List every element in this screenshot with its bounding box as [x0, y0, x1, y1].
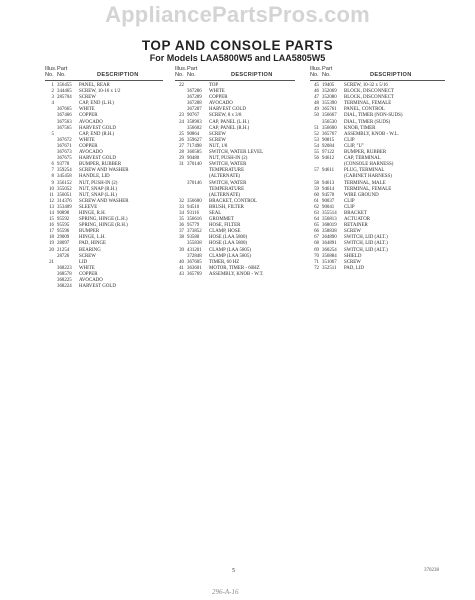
part-number: 365769	[187, 271, 202, 277]
part-description: PANEL, CONTROL	[344, 107, 385, 113]
part-description: PANEL, REAR	[79, 83, 110, 88]
part-description: HINGE, R.H.	[79, 210, 106, 216]
part-description: BEARING	[79, 247, 101, 253]
part-description: WHITE	[79, 137, 95, 143]
table-row	[45, 284, 163, 290]
part-description: SLEEVE	[79, 204, 98, 210]
illus-number: 36	[179, 223, 184, 229]
part-number: 356600	[322, 125, 337, 131]
part-description: BUMPER, RUBBER	[79, 162, 122, 168]
part-description: SCREW AND WASHER	[79, 198, 129, 204]
part-description: PAD, HINGE	[79, 241, 106, 247]
part-description: SPRING, HINGE (R.H.)	[79, 223, 128, 229]
part-description: CAP, END (L.H.)	[79, 101, 114, 107]
illus-number: 2	[51, 89, 54, 95]
part-number: 367565	[57, 125, 72, 131]
part-number: 356616	[187, 217, 202, 223]
part-number: 94611	[322, 168, 335, 174]
part-description: AVOCADO	[79, 278, 103, 283]
part-number: 360585	[187, 150, 202, 156]
part-description: SCREW	[344, 229, 361, 235]
part-description: CLIP, "U"	[344, 143, 365, 149]
part-description: CLIP	[344, 137, 355, 143]
part-number: 285704	[57, 95, 72, 101]
part-description: LID	[79, 259, 88, 265]
part-description: BLOCK, DISCONNECT	[344, 95, 394, 101]
part-number: 358903	[187, 119, 202, 125]
part-description: (CABINET HARNESS)	[344, 174, 392, 180]
part-number: 356152	[57, 180, 72, 186]
part-description: CLAMP (LAA 5805)	[209, 253, 251, 259]
illus-number: 67	[314, 235, 319, 241]
illus-number: 53	[314, 137, 319, 143]
page-subtitle: For Models LAA5800W5 and LAA5805W5	[149, 53, 326, 63]
part-number: 28097	[57, 241, 70, 247]
part-number: 431201	[187, 247, 202, 253]
illus-number: 31	[179, 162, 184, 168]
part-number: 370140	[187, 162, 202, 168]
part-description: NUT, SNAP (L.H.)	[79, 192, 117, 198]
illus-number: 68	[314, 241, 319, 247]
illus-number: 4	[51, 101, 54, 107]
illus-number: 40	[179, 259, 184, 265]
illus-number: 39	[179, 247, 184, 253]
part-description: SCREW AND WASHER	[79, 168, 129, 174]
part-number: 367671	[57, 143, 72, 149]
parts-column-3	[310, 66, 445, 272]
part-number: 367563	[57, 119, 72, 125]
illus-number: 49	[314, 107, 319, 113]
part-description: WHITE	[79, 107, 95, 113]
part-number: 93580	[187, 235, 200, 241]
part-description: RETAINER	[344, 223, 368, 229]
part-number: 94510	[187, 204, 200, 210]
part-description: SCREW, 8 x 3/8	[209, 113, 242, 119]
part-description: HOSE, FILTER	[209, 223, 241, 229]
illus-number: 8	[51, 174, 54, 180]
table-row	[310, 266, 445, 272]
part-description: TEMPERATURE	[209, 168, 245, 174]
page-number: 5	[232, 568, 235, 574]
part-description: TIMER, 60 HZ	[209, 259, 240, 265]
part-number: 717498	[187, 143, 202, 149]
part-number: 19405	[322, 83, 335, 88]
part-description: ASSEMBLY, KNOB - W.T.	[209, 271, 264, 277]
illus-number: 11	[49, 192, 54, 198]
header-rule	[175, 80, 295, 81]
part-description: SCREW	[209, 137, 226, 143]
part-description: COPPER	[209, 95, 228, 101]
part-number: 93778	[57, 162, 70, 168]
part-number: 353409	[57, 204, 72, 210]
illus-number: 38	[179, 235, 184, 241]
part-number: 360254	[322, 247, 337, 253]
part-number: 370146	[187, 180, 202, 186]
part-description: GROMMET	[209, 217, 234, 223]
part-description: HOSE (LAA 5800)	[209, 235, 248, 241]
part-number: 93116	[187, 210, 200, 216]
illus-number: 10	[49, 186, 54, 192]
part-number: 367665	[57, 107, 72, 113]
part-description: ACTUATOR	[344, 217, 370, 223]
illus-number: 57	[314, 168, 319, 174]
illus-number: 18	[49, 235, 54, 241]
illus-number: 34	[179, 210, 184, 216]
illus-number: 20	[49, 247, 54, 253]
part-number: 367288	[187, 101, 202, 107]
part-number: 356600	[187, 198, 202, 204]
part-description: CAP, END (R.H.)	[79, 131, 115, 137]
part-description: TERMINAL, FEMALE	[344, 101, 392, 107]
part-number: 367673	[57, 150, 72, 156]
parts-column-2	[175, 66, 295, 278]
part-number: 368223	[57, 265, 72, 271]
illus-number: 12	[49, 198, 54, 204]
illus-number: 1	[51, 83, 54, 88]
part-number: 90898	[57, 210, 70, 216]
part-description: HARVEST GOLD	[209, 107, 246, 113]
header-description: DESCRIPTION	[97, 72, 139, 78]
part-description: COPPER	[79, 143, 98, 149]
part-number: 90480	[187, 156, 200, 162]
part-description: NUT, PUSH-IN (2)	[209, 156, 248, 162]
part-description: HARVEST GOLD	[79, 156, 116, 162]
part-description: BRUSH, FILTER	[209, 204, 244, 210]
part-number: 352069	[322, 89, 337, 95]
part-description: TERMINAL, FEMALE	[344, 186, 392, 192]
part-number: 90767	[187, 113, 200, 119]
column-header	[310, 66, 445, 83]
header-description: DESCRIPTION	[231, 72, 273, 78]
header-illus: Illus.	[310, 66, 322, 72]
table-row	[175, 272, 295, 278]
part-number: 367605	[187, 259, 202, 265]
illus-number: 33	[179, 204, 184, 210]
part-description: CLIP	[344, 198, 355, 204]
illus-number: 69	[314, 247, 319, 253]
part-description: NUT, SNAP (R.H.)	[79, 186, 118, 192]
part-number: 314376	[57, 198, 72, 204]
illus-number: 14	[49, 210, 54, 216]
illus-number: 7	[51, 168, 54, 174]
illus-number: 47	[314, 95, 319, 101]
part-description: CAP, PANEL (R.H.)	[209, 125, 250, 131]
part-description: CLIP	[344, 204, 355, 210]
header-no: No.	[310, 72, 319, 78]
illus-number: 66	[314, 229, 319, 235]
part-description: HANDLE, LID	[79, 174, 110, 180]
part-number: 356667	[322, 113, 337, 119]
part-number: 364891	[322, 241, 337, 247]
illus-number: 71	[314, 259, 319, 265]
illus-number: 58	[314, 180, 319, 186]
illus-number: 52	[314, 131, 319, 137]
illus-number: 29	[179, 156, 184, 162]
part-description: MOTOR, TIMER - 60HZ	[209, 265, 260, 271]
part-number: 356602	[187, 125, 202, 131]
illus-number: 37	[179, 229, 184, 235]
part-description: WHITE	[79, 265, 95, 271]
part-description: PLUG, TERMINAL	[344, 168, 385, 174]
header-part-no: No.	[187, 72, 196, 78]
illus-number: 5	[51, 131, 54, 137]
illus-number: 22	[179, 83, 184, 88]
part-number: 359254	[57, 168, 72, 174]
illus-number: 46	[314, 89, 319, 95]
illus-number: 70	[314, 253, 319, 259]
illus-number: 23	[179, 113, 184, 119]
header-part-no: No.	[322, 72, 331, 78]
part-description: DIAL, TIMER (NON-SUDS)	[344, 113, 403, 119]
illus-number: 9	[51, 180, 54, 186]
part-description: TEMPERATURE	[209, 186, 245, 192]
header-no: No.	[175, 72, 184, 78]
part-number: 90864	[187, 131, 200, 137]
illus-number: 16	[49, 223, 54, 229]
illus-number: 61	[314, 198, 319, 204]
part-description: CAP, TERMINAL	[344, 156, 381, 162]
part-number: 367286	[187, 89, 202, 95]
column-header	[45, 66, 163, 83]
illus-number: 24	[179, 119, 184, 125]
part-number: 355838	[187, 241, 202, 247]
part-number: 90037	[322, 198, 335, 204]
part-number: 358838	[322, 229, 337, 235]
part-number: 367289	[187, 95, 202, 101]
part-number: 372848	[187, 253, 202, 259]
illus-number: 43	[179, 271, 184, 277]
part-description: NUT, 1/8	[209, 143, 228, 149]
illus-number: 35	[179, 217, 184, 223]
part-number: 356530	[322, 119, 337, 125]
illus-number: 48	[314, 101, 319, 107]
illus-number: 26	[179, 137, 184, 143]
part-number: 355514	[322, 210, 337, 216]
illus-number: 27	[179, 143, 184, 149]
parts-column-1	[45, 66, 163, 290]
illus-number: 6	[51, 162, 54, 168]
illus-number: 13	[49, 204, 54, 210]
header-rule	[310, 80, 445, 81]
part-number: 351067	[322, 259, 337, 265]
illus-number: 50	[314, 113, 319, 119]
part-description: BRACKET, CONTROL	[209, 198, 258, 204]
illus-number: 64	[314, 217, 319, 223]
illus-number: 51	[314, 125, 319, 131]
part-description: AVOCADO	[209, 101, 233, 107]
header-part: Part	[322, 66, 333, 72]
part-description: TOP	[209, 83, 219, 88]
part-number: 365767	[322, 131, 337, 137]
part-description: SCREW, 10-32 x 5/16	[344, 83, 388, 88]
part-description: ASSEMBLY, KNOB - W.L.	[344, 131, 399, 137]
part-description: SHIELD	[344, 253, 362, 259]
part-number: 365761	[322, 107, 337, 113]
document-code: 370238	[424, 568, 439, 573]
watermark-logo: AppliancePartsPros.com	[105, 2, 370, 27]
part-description: SCREW, 10-16 x 1/2	[79, 89, 121, 95]
part-description: AVOCADO	[79, 150, 103, 156]
illus-number: 15	[49, 217, 54, 223]
illus-number: 28	[179, 150, 184, 156]
part-number: 92084	[322, 143, 335, 149]
part-description: SCREW	[344, 259, 361, 265]
part-number: 356884	[322, 253, 337, 259]
part-description: TERMINAL, MALE	[344, 180, 386, 186]
illus-number: 60	[314, 192, 319, 198]
illus-number: 17	[49, 229, 54, 235]
part-number: 94570	[322, 192, 335, 198]
part-description: WIRE GROUND	[344, 192, 379, 198]
part-number: 367675	[57, 156, 72, 162]
part-description: NUT, PUSH-IN (2)	[79, 180, 118, 186]
part-description: HARVEST GOLD	[79, 125, 116, 131]
illus-number: 59	[314, 186, 319, 192]
header-part-no: No.	[57, 72, 66, 78]
part-number: 94613	[322, 180, 335, 186]
part-number: 364890	[322, 235, 337, 241]
part-description: COPPER	[79, 113, 98, 119]
part-description: SWITCH, LID (ALT.)	[344, 235, 388, 241]
parts-rows	[175, 83, 295, 278]
part-description: CLAMP, HOSE	[209, 229, 241, 235]
column-header	[175, 66, 295, 83]
part-number: 97122	[322, 150, 335, 156]
header-no: No.	[45, 72, 54, 78]
part-description: CAP, PANEL (L.H.)	[209, 119, 249, 125]
part-number: 355390	[322, 101, 337, 107]
illus-number: 54	[314, 143, 319, 149]
header-rule	[45, 80, 163, 81]
illus-number: 25	[179, 131, 184, 137]
part-description: SEAL	[209, 210, 222, 216]
header-part: Part	[57, 66, 68, 72]
illus-number: 63	[314, 210, 319, 216]
part-description: SCREW	[79, 95, 96, 101]
part-number: 359627	[187, 137, 202, 143]
part-description: CLAMP (LAA 5805)	[209, 247, 251, 253]
part-number: 352511	[322, 265, 337, 271]
part-number: 28726	[57, 253, 70, 259]
part-number: 368224	[57, 284, 72, 290]
part-description: SCREW	[209, 131, 226, 137]
part-description: BLOCK, DISCONNECT	[344, 89, 394, 95]
illus-number: 62	[314, 204, 319, 210]
part-description: SWITCH, WATER	[209, 162, 247, 168]
part-number: 352080	[322, 95, 337, 101]
part-description: SWITCH, WATER	[209, 180, 247, 186]
part-description: AVOCADO	[79, 119, 103, 125]
illus-number: 41	[179, 265, 184, 271]
illus-number: 55	[314, 150, 319, 156]
part-description: DIAL, TIMER (SUDS)	[344, 119, 391, 125]
part-description: (ALTERNATE)	[209, 174, 241, 180]
illus-number: 32	[179, 198, 184, 204]
part-number: 355052	[57, 186, 72, 192]
part-number: 367287	[187, 107, 202, 113]
part-description: KNOB, TIMER	[344, 125, 376, 131]
header-description: DESCRIPTION	[370, 72, 412, 78]
handwritten-note: 296-A-16	[212, 588, 239, 596]
part-number: 21254	[57, 247, 70, 253]
parts-rows	[310, 83, 445, 272]
part-number: 356051	[57, 192, 72, 198]
page-title: TOP AND CONSOLE PARTS	[141, 38, 334, 53]
part-number: 90815	[322, 137, 335, 143]
part-number: 367672	[57, 137, 72, 143]
part-description: BRACKET	[344, 210, 367, 216]
part-description: WHITE	[209, 89, 225, 95]
part-number: 368019	[322, 223, 337, 229]
illus-number: 56	[314, 156, 319, 162]
part-number: 363601	[187, 265, 202, 271]
part-description: HOSE (LAA 5800)	[209, 241, 248, 247]
illus-number: 19	[49, 241, 54, 247]
part-number: 90041	[322, 204, 335, 210]
part-description: SCREW	[79, 253, 96, 259]
part-number: 29009	[57, 235, 70, 241]
part-description: SWITCH, LID (ALT.)	[344, 241, 388, 247]
part-description: HARVEST GOLD	[79, 284, 116, 290]
part-number: 94614	[322, 186, 335, 192]
header-illus: Illus.	[175, 66, 187, 72]
part-number: 94612	[322, 156, 335, 162]
part-description: SPRING, HINGE (L.H.)	[79, 217, 128, 223]
part-description: PAD, LID	[344, 265, 364, 271]
parts-rows	[45, 83, 163, 290]
part-number: 367466	[57, 113, 72, 119]
part-number: 344465	[57, 89, 72, 95]
header-illus: Illus.	[45, 66, 57, 72]
part-description: HINGE, L.H.	[79, 235, 106, 241]
illus-number: 3	[51, 95, 54, 101]
part-number: 95779	[187, 223, 200, 229]
part-description: SWITCH, WATER LEVEL	[209, 150, 264, 156]
part-number: 373852	[187, 229, 202, 235]
part-number: 356813	[322, 217, 337, 223]
part-description: SWITCH, LID (ALT.)	[344, 247, 388, 253]
part-description: (ALTERNATE)	[209, 192, 241, 198]
part-number: 95592	[57, 217, 70, 223]
part-description: BUMPER	[79, 229, 100, 235]
header-part: Part	[187, 66, 198, 72]
part-number: 368578	[57, 271, 72, 277]
part-number: 95596	[57, 229, 70, 235]
part-number: 356455	[57, 83, 72, 88]
illus-number: 21	[49, 259, 54, 265]
part-number: 345458	[57, 174, 72, 180]
illus-number: 45	[314, 83, 319, 88]
part-number: 368225	[57, 278, 72, 283]
part-description: BUMPER, RUBBER	[344, 150, 387, 156]
part-description: (CONSOLE HARNESS)	[344, 162, 394, 168]
illus-number: 72	[314, 265, 319, 271]
part-number: 95595	[57, 223, 70, 229]
part-description: COPPER	[79, 271, 98, 277]
illus-number: 65	[314, 223, 319, 229]
